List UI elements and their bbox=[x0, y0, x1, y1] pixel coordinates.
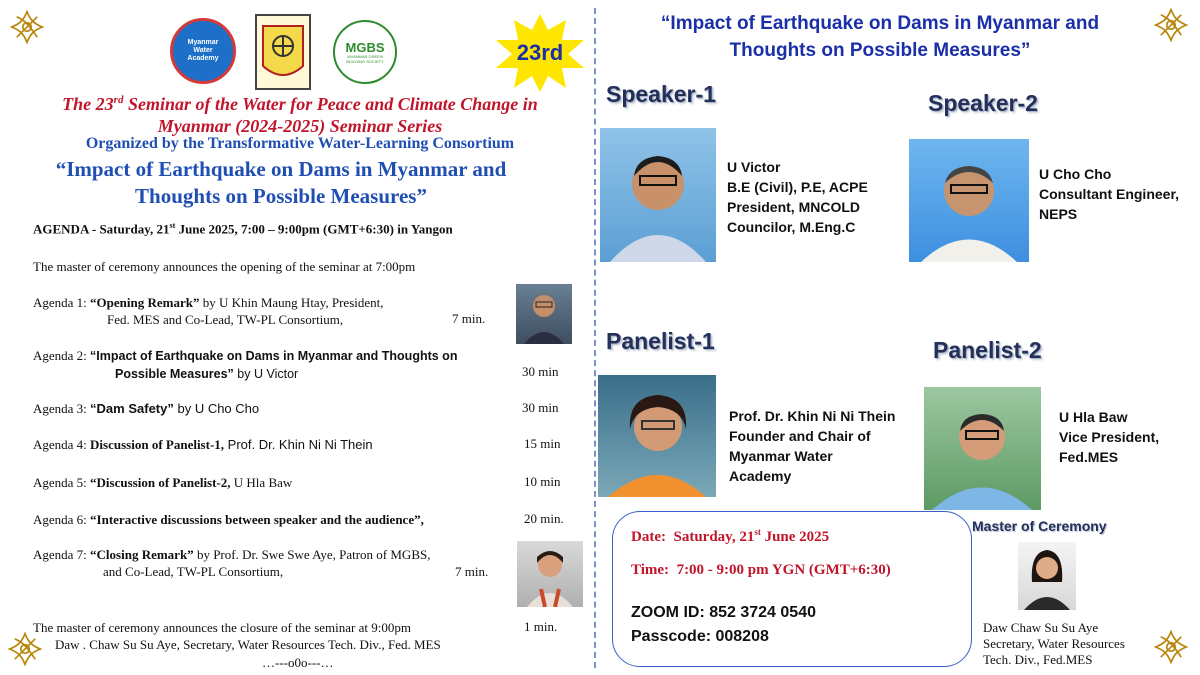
ornament-icon bbox=[1154, 630, 1188, 664]
agenda-item-7: Agenda 7: “Closing Remark” by Prof. Dr. Swe Swe Aye, Patron of MGBS, and Co-Lead, TW-PL Consortium, bbox=[33, 547, 431, 579]
panelist-1-heading: Panelist-1 bbox=[606, 328, 715, 354]
opening-speaker-photo bbox=[516, 284, 572, 344]
panelist-2-info: U Hla Baw Vice President, Fed.MES bbox=[1059, 409, 1160, 465]
end-mark: …---o0o---… bbox=[262, 655, 334, 670]
closing-note: The master of ceremony announces the closure of the seminar at 9:00pm bbox=[33, 620, 411, 635]
panelist-2-heading: Panelist-2 bbox=[933, 337, 1042, 363]
agenda-item-4: Agenda 4: Discussion of Panelist-1, Prof. Dr. Khin Ni Ni Thein bbox=[33, 437, 373, 452]
closing-duration: 1 min. bbox=[524, 619, 558, 634]
event-time: Time: 7:00 - 9:00 pm YGN (GMT+6:30) bbox=[631, 562, 891, 578]
panelist-2-photo bbox=[924, 387, 1041, 510]
zoom-id[interactable]: ZOOM ID: 852 3724 0540 bbox=[631, 604, 816, 621]
agenda-item-3: Agenda 3: “Dam Safety” by U Cho Cho bbox=[33, 401, 260, 416]
badge-text: 23rd bbox=[516, 40, 564, 65]
agenda-duration-1: 7 min. bbox=[452, 311, 486, 326]
panelist-1-photo bbox=[598, 375, 716, 497]
federation-engineering-logo bbox=[255, 14, 311, 90]
organizer-line: Organized by the Transformative Water-Learning Consortium bbox=[85, 135, 515, 152]
topic-title: “Impact of Earthquake on Dams in Myanmar and Thoughts on Possible Measures” bbox=[55, 157, 507, 208]
opening-note: The master of ceremony announces the opening of the seminar at 7:00pm bbox=[33, 259, 416, 274]
agenda-item-2: Agenda 2: “Impact of Earthquake on Dams in Myanmar and Thoughts on Possible Measures” by U Victor bbox=[33, 348, 458, 381]
speaker-1-heading: Speaker-1 bbox=[606, 81, 716, 107]
agenda-duration-3: 30 min bbox=[522, 400, 559, 415]
mgbs-logo: MGBS MYANMAR GREEN BUILDING SOCIETY bbox=[333, 20, 397, 84]
zoom-passcode[interactable]: Passcode: 008208 bbox=[631, 628, 769, 645]
agenda-header: AGENDA - Saturday, 21st June 2025, 7:00 – 9:00pm (GMT+6:30) in Yangon bbox=[33, 221, 453, 237]
event-date: Date: Saturday, 21st June 2025 bbox=[631, 527, 830, 545]
closing-speaker-photo bbox=[517, 541, 583, 607]
speaker-1-info: U Victor B.E (Civil), P.E, ACPE President, MNCOLD Councilor, M.Eng.C bbox=[727, 159, 868, 235]
speaker-1-photo bbox=[600, 128, 716, 262]
speaker-2-heading: Speaker-2 bbox=[928, 90, 1038, 116]
agenda-duration-5: 10 min bbox=[524, 474, 561, 489]
mc-heading: Master of Ceremony bbox=[972, 518, 1107, 534]
agenda-item-1: Agenda 1: “Opening Remark” by U Khin Maung Htay, President, Fed. MES and Co-Lead, TW-PL Consortium, bbox=[33, 295, 384, 327]
ornament-icon bbox=[8, 632, 42, 666]
myanmar-water-academy-logo: Myanmar Water Academy bbox=[170, 18, 236, 84]
mc-photo bbox=[1018, 542, 1076, 610]
agenda-duration-6: 20 min. bbox=[524, 511, 564, 526]
agenda-duration-7: 7 min. bbox=[455, 564, 489, 579]
agenda-duration-2: 30 min bbox=[522, 364, 559, 379]
seminar-title: The 23rd Seminar of the Water for Peace and Climate Change in Myanmar (2024-2025) Seminar Series bbox=[62, 94, 538, 136]
anniversary-badge bbox=[492, 12, 588, 92]
agenda-item-6: Agenda 6: “Interactive discussions between speaker and the audience”, bbox=[33, 512, 424, 527]
mc-info: Daw Chaw Su Su Aye Secretary, Water Resources Tech. Div., Fed.MES bbox=[983, 620, 1125, 667]
agenda-item-5: Agenda 5: “Discussion of Panelist-2, U Hla Baw bbox=[33, 475, 293, 490]
ornament-icon bbox=[10, 10, 44, 44]
agenda-duration-4: 15 min bbox=[524, 436, 561, 451]
panelist-1-info: Prof. Dr. Khin Ni Ni Thein Founder and Chair of Myanmar Water Academy bbox=[729, 408, 896, 484]
right-title: “Impact of Earthquake on Dams in Myanmar and Thoughts on Possible Measures” bbox=[660, 13, 1100, 61]
prepared-by: Daw . Chaw Su Su Aye, Secretary, Water Resources Tech. Div., Fed. MES bbox=[55, 637, 441, 652]
speaker-2-info: U Cho Cho Consultant Engineer, NEPS bbox=[1039, 166, 1180, 222]
speaker-2-photo bbox=[909, 139, 1029, 262]
